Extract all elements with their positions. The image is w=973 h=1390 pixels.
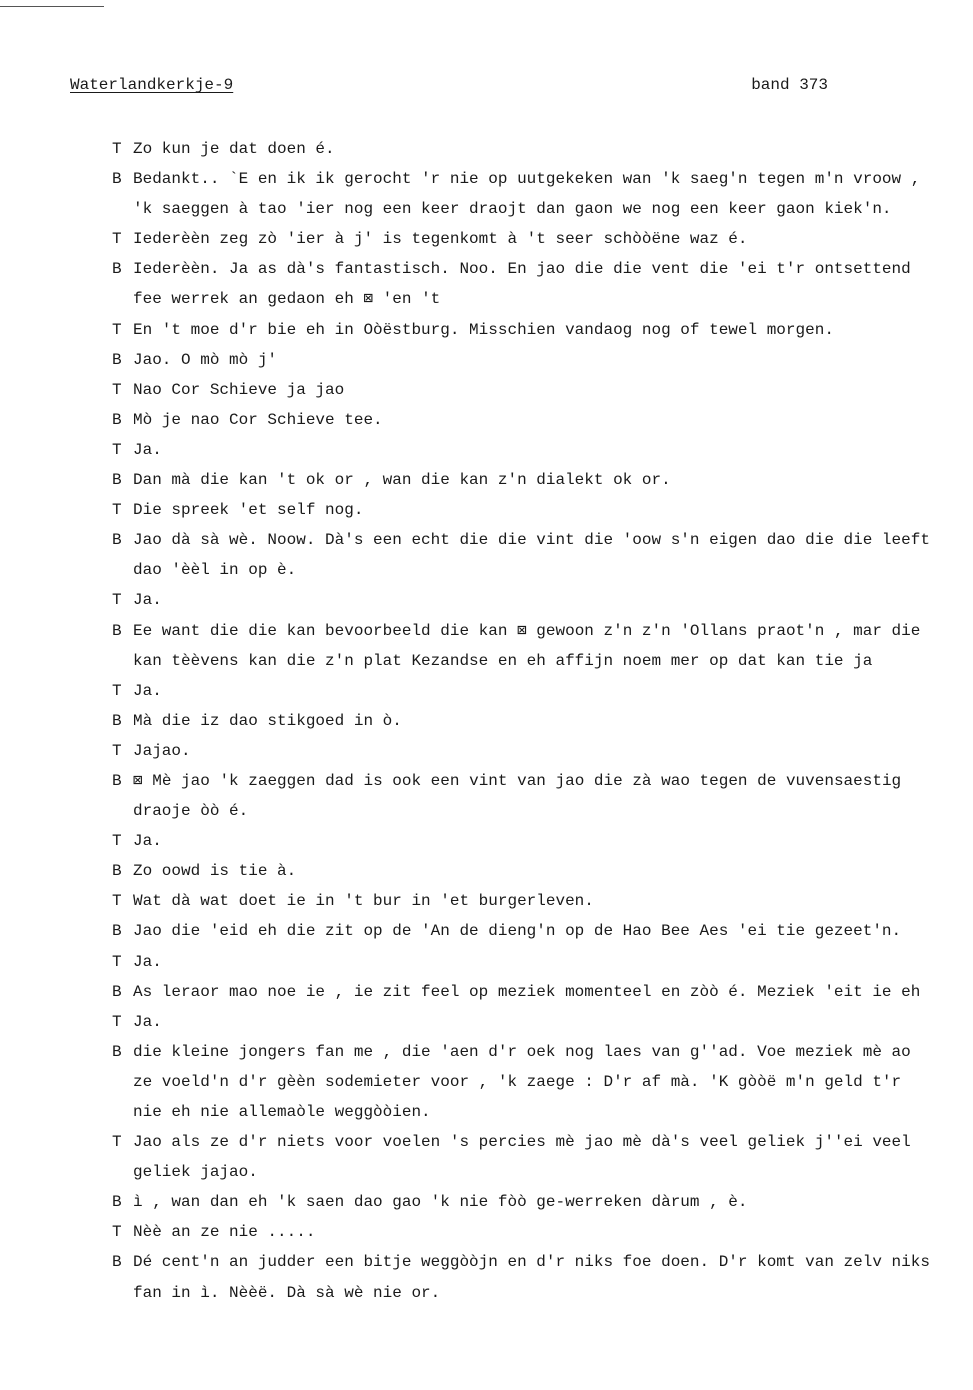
utterance-text: Jao die 'eid eh die zit op de 'An de dieng'n op de Hao Bee Aes 'ei tie gezeet'n. — [133, 922, 902, 941]
speaker-label: T — [112, 1133, 122, 1152]
utterance-text: Iederèèn zeg zò 'ier à j' is tegenkomt à 't seer schòòëne waz é. — [133, 230, 748, 249]
transcript-line-continuation — [112, 646, 970, 676]
utterance-text: Dan mà die kan 't ok or , wan die kan z'n dialekt ok or. — [133, 471, 671, 490]
transcript-line — [112, 435, 970, 465]
transcript-line — [112, 856, 970, 886]
transcript-line — [112, 1247, 970, 1277]
transcript-line — [112, 616, 970, 646]
utterance-text: nie eh nie allemaòle weggòòien. — [133, 1103, 431, 1121]
speaker-label: B — [112, 260, 122, 279]
transcript-line — [112, 947, 970, 977]
transcript-line — [112, 525, 970, 555]
speaker-label: T — [112, 501, 122, 520]
speaker-label: B — [112, 922, 122, 941]
utterance-text: Zo oowd is tie à. — [133, 862, 297, 881]
speaker-label: B — [112, 471, 122, 490]
utterance-text: As leraor mao noe ie , ie zit feel op meziek momenteel en zòò é. Meziek 'eit ie eh — [133, 982, 921, 1001]
speaker-label: B — [112, 170, 122, 189]
transcript-line — [112, 1217, 970, 1247]
utterance-text: Jao als ze d'r niets voor voelen 's percies mè jao mè dà's veel geliek j''ei veel — [133, 1133, 911, 1152]
transcript-line — [112, 676, 970, 706]
utterance-text: Jao. O mò mò j' — [133, 350, 278, 369]
utterance-text: fan in ì. Nèèë. Dà sà wè nie or. — [133, 1283, 441, 1302]
speaker-label: T — [112, 1223, 122, 1242]
document-title: Waterlandkerkje-9 — [70, 76, 234, 94]
transcript-line — [112, 826, 970, 856]
speaker-label: B — [112, 982, 122, 1001]
transcript-line-continuation — [112, 1278, 970, 1308]
speaker-label: T — [112, 140, 122, 158]
utterance-text: ze voeld'n d'r gèèn sodemieter voor , 'k zaege : D'r af mà. 'K gòòë m'n geld t'r — [133, 1072, 902, 1091]
transcript-line — [112, 345, 970, 375]
speaker-label: B — [112, 771, 122, 790]
transcript-line-continuation — [112, 1097, 970, 1127]
utterance-text: Wat dà wat doet ie in 't bur in 'et burgerleven. — [133, 892, 594, 911]
utterance-text: Die spreek 'et self nog. — [133, 501, 364, 520]
utterance-text: kan tèèvens kan die z'n plat Kezandse en eh affijn noem mer op dat kan tie ja — [133, 651, 873, 670]
speaker-label: T — [112, 741, 122, 760]
speaker-label: T — [112, 832, 122, 851]
transcript-line — [112, 224, 970, 254]
utterance-text: ⊠ Mè jao 'k zaeggen dad is ook een vint van jao die zà wao tegen de vuvensaestig — [133, 771, 902, 790]
band-number: band 373 — [751, 76, 828, 94]
speaker-label: T — [112, 440, 122, 459]
speaker-label: B — [112, 1193, 122, 1212]
speaker-label: T — [112, 1012, 122, 1031]
transcript-line — [112, 164, 970, 194]
transcript-line — [112, 977, 970, 1007]
transcript — [112, 134, 970, 1308]
transcript-line — [112, 1037, 970, 1067]
transcript-line — [112, 706, 970, 736]
utterance-text: dao 'èèl in op è. — [133, 561, 297, 580]
transcript-line — [112, 886, 970, 916]
speaker-label: B — [112, 621, 122, 640]
transcript-line — [112, 585, 970, 615]
transcript-line-continuation — [112, 1067, 970, 1097]
transcript-line-continuation — [112, 194, 970, 224]
speaker-label: B — [112, 410, 122, 429]
speaker-label: B — [112, 862, 122, 881]
utterance-text: Ja. — [133, 952, 162, 971]
speaker-label: B — [112, 1253, 122, 1272]
speaker-label: B — [112, 1042, 122, 1061]
page-header — [70, 76, 828, 98]
speaker-label: B — [112, 711, 122, 730]
transcript-line — [112, 766, 970, 796]
transcript-line-continuation — [112, 796, 970, 826]
transcript-line — [112, 495, 970, 525]
utterance-text: geliek jajao. — [133, 1163, 258, 1182]
utterance-text: ì , wan dan eh 'k saen dao gao 'k nie fòò ge-werreken dàrum , è. — [133, 1193, 748, 1212]
utterance-text: Nèè an ze nie ..... — [133, 1223, 316, 1242]
speaker-label: T — [112, 681, 122, 700]
speaker-label: T — [112, 230, 122, 249]
transcript-line — [112, 1127, 970, 1157]
transcript-line-continuation — [112, 555, 970, 585]
transcript-line — [112, 254, 970, 284]
speaker-label: T — [112, 320, 122, 339]
utterance-text: Nao Cor Schieve ja jao — [133, 380, 345, 399]
transcript-line — [112, 465, 970, 495]
transcript-line — [112, 736, 970, 766]
transcript-line — [112, 916, 970, 946]
top-rule — [0, 6, 104, 7]
transcript-line-continuation — [112, 1157, 970, 1187]
utterance-text: Jajao. — [133, 741, 191, 760]
utterance-text: Ja. — [133, 1012, 162, 1031]
transcript-line — [112, 134, 970, 164]
utterance-text: Ja. — [133, 681, 162, 700]
utterance-text: Iederèèn. Ja as dà's fantastisch. Noo. En jao die die vent die 'ei t'r ontsettend — [133, 260, 911, 279]
utterance-text: fee werrek an gedaon eh ⊠ 'en 't — [133, 290, 441, 309]
speaker-label: T — [112, 892, 122, 911]
utterance-text: Zo kun je dat doen é. — [133, 140, 335, 158]
speaker-label: B — [112, 350, 122, 369]
utterance-text: Mà die iz dao stikgoed in ò. — [133, 711, 402, 730]
speaker-label: B — [112, 531, 122, 550]
speaker-label: T — [112, 380, 122, 399]
speaker-label: T — [112, 952, 122, 971]
utterance-text: Bedankt.. `E en ik ik gerocht 'r nie op uutgekeken wan 'k saeg'n tegen m'n vroow , — [133, 170, 921, 189]
speaker-label: T — [112, 591, 122, 610]
utterance-text: 'k saeggen à tao 'ier nog een keer draojt dan gaon we nog een keer gaon kiek'n. — [133, 200, 892, 219]
utterance-text: Dé cent'n an judder een bitje weggòòjn en d'r niks foe doen. D'r komt van zelv niks — [133, 1253, 930, 1272]
transcript-line-continuation — [112, 284, 970, 314]
utterance-text: Ja. — [133, 440, 162, 459]
transcript-line — [112, 1007, 970, 1037]
utterance-text: draoje òò é. — [133, 802, 249, 821]
transcript-line — [112, 1187, 970, 1217]
utterance-text: Mò je nao Cor Schieve tee. — [133, 410, 383, 429]
transcript-line — [112, 315, 970, 345]
utterance-text: En 't moe d'r bie eh in Oòëstburg. Misschien vandaog nog of tewel morgen. — [133, 320, 834, 339]
transcript-line — [112, 375, 970, 405]
utterance-text: Ja. — [133, 832, 162, 851]
utterance-text: Ja. — [133, 591, 162, 610]
transcript-line — [112, 405, 970, 435]
utterance-text: die kleine jongers fan me , die 'aen d'r oek nog laes van g''ad. Voe meziek mè ao — [133, 1042, 911, 1061]
utterance-text: Jao dà sà wè. Noow. Dà's een echt die die vint die 'oow s'n eigen dao die die leeft — [133, 531, 930, 550]
utterance-text: Ee want die die kan bevoorbeeld die kan ⊠ gewoon z'n z'n 'Ollans praot'n , mar die — [133, 621, 921, 640]
